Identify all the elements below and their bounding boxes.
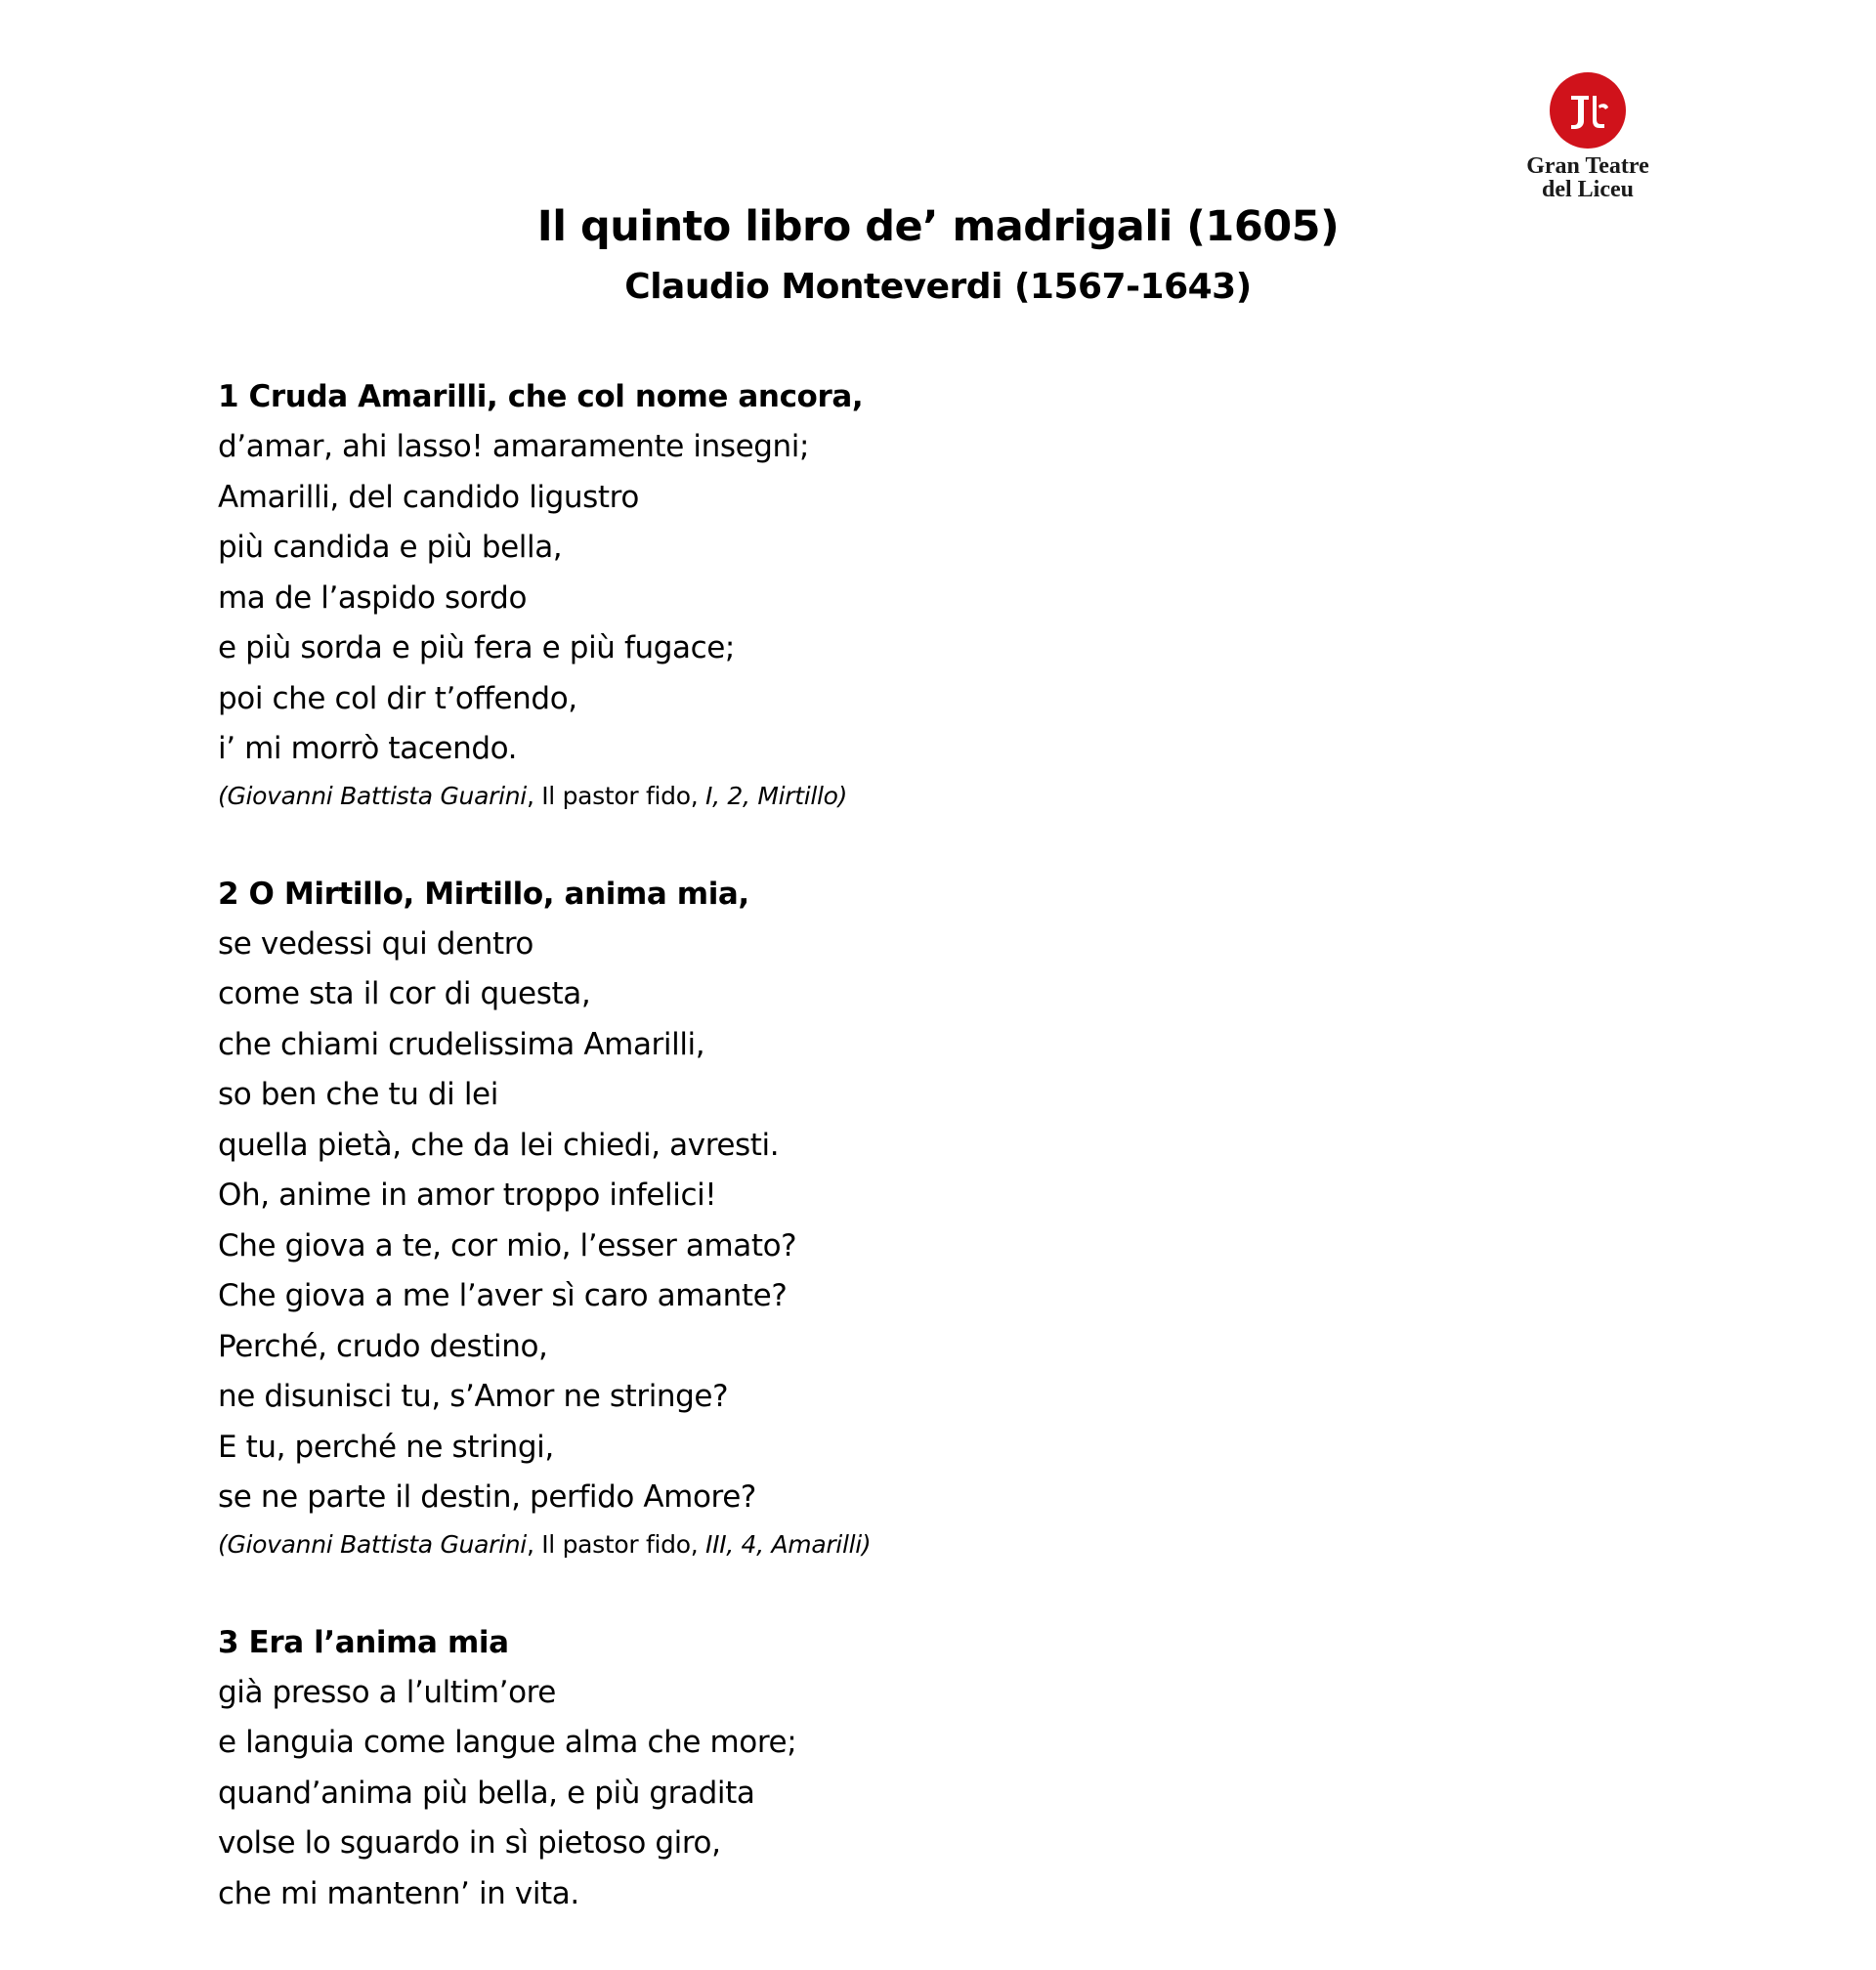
verse-line: E tu, perché ne stringi, (218, 1429, 554, 1465)
verse-line: se vedessi qui dentro (218, 925, 533, 962)
madrigal-heading: 1 Cruda Amarilli, che col nome ancora, (218, 379, 864, 414)
verse-line: i’ mi morrò tacendo. (218, 731, 518, 766)
logo-wordmark (1495, 154, 1681, 201)
citation-work: , Il pastor fido, (526, 781, 706, 810)
verse-line: che chiami crudelissima Amarilli, (218, 1026, 705, 1062)
verse-line: quand’anima più bella, e più gradita (218, 1775, 755, 1811)
verse-line: Oh, anime in amor troppo infelici! (218, 1178, 717, 1213)
verse-line: Che giova a te, cor mio, l’esser amato? (218, 1227, 797, 1263)
madrigal-2 (218, 869, 1684, 1566)
verse-line: e più sorda e più fera e più fugace; (218, 630, 735, 665)
logo-line-2: del Liceu (1542, 177, 1634, 202)
verse-line: se ne parte il destin, perfido Amore? (218, 1479, 756, 1515)
madrigal-3 (218, 1617, 1684, 1920)
madrigal-list (218, 371, 1684, 1970)
verse-line: e languia come langue alma che more; (218, 1725, 797, 1760)
verse-line: più candida e più bella, (218, 530, 563, 565)
source-citation (218, 1523, 1684, 1566)
liceu-emblem-icon (1550, 72, 1626, 149)
verse-line: come sta il cor di questa, (218, 976, 591, 1011)
madrigal-heading: 3 Era l’anima mia (218, 1624, 509, 1660)
verse-line: d’amar, ahi lasso! amaramente insegni; (218, 429, 810, 464)
verse-line: Amarilli, del candido ligustro (218, 479, 639, 515)
citation-reference: I, 2, Mirtillo) (705, 781, 848, 810)
page-subtitle: Claudio Monteverdi (1567-1643) (624, 267, 1252, 307)
page-title: Il quinto libro de’ madrigali (1605) (536, 202, 1340, 251)
verse-line: poi che col dir t’offendo, (218, 680, 577, 716)
verse-line: ne disunisci tu, s’Amor ne stringe? (218, 1379, 729, 1414)
source-citation (218, 775, 1684, 818)
citation-work: , Il pastor fido, (526, 1529, 706, 1559)
verse-line: volse lo sguardo in sì pietoso giro, (218, 1825, 721, 1861)
madrigal-1 (218, 371, 1684, 818)
verse-line: Perché, crudo destino, (218, 1328, 548, 1364)
verse-line: so ben che tu di lei (218, 1077, 498, 1112)
verse-line: quella pietà, che da lei chiedi, avresti. (218, 1127, 780, 1163)
logo-line-1: Gran Teatre (1526, 153, 1649, 179)
madrigal-heading: 2 O Mirtillo, Mirtillo, anima mia, (218, 876, 749, 912)
verse-line: già presso a l’ultim’ore (218, 1674, 556, 1710)
verse-line: Che giova a me l’aver sì caro amante? (218, 1278, 788, 1313)
verse-line: che mi mantenn’ in vita. (218, 1875, 579, 1911)
citation-author: (Giovanni Battista Guarini (218, 1529, 527, 1559)
citation-author: (Giovanni Battista Guarini (218, 781, 527, 810)
title-block (0, 199, 1876, 317)
verse-line: ma de l’aspido sordo (218, 579, 528, 616)
liceu-logo (1495, 72, 1681, 201)
citation-reference: III, 4, Amarilli) (705, 1529, 872, 1559)
